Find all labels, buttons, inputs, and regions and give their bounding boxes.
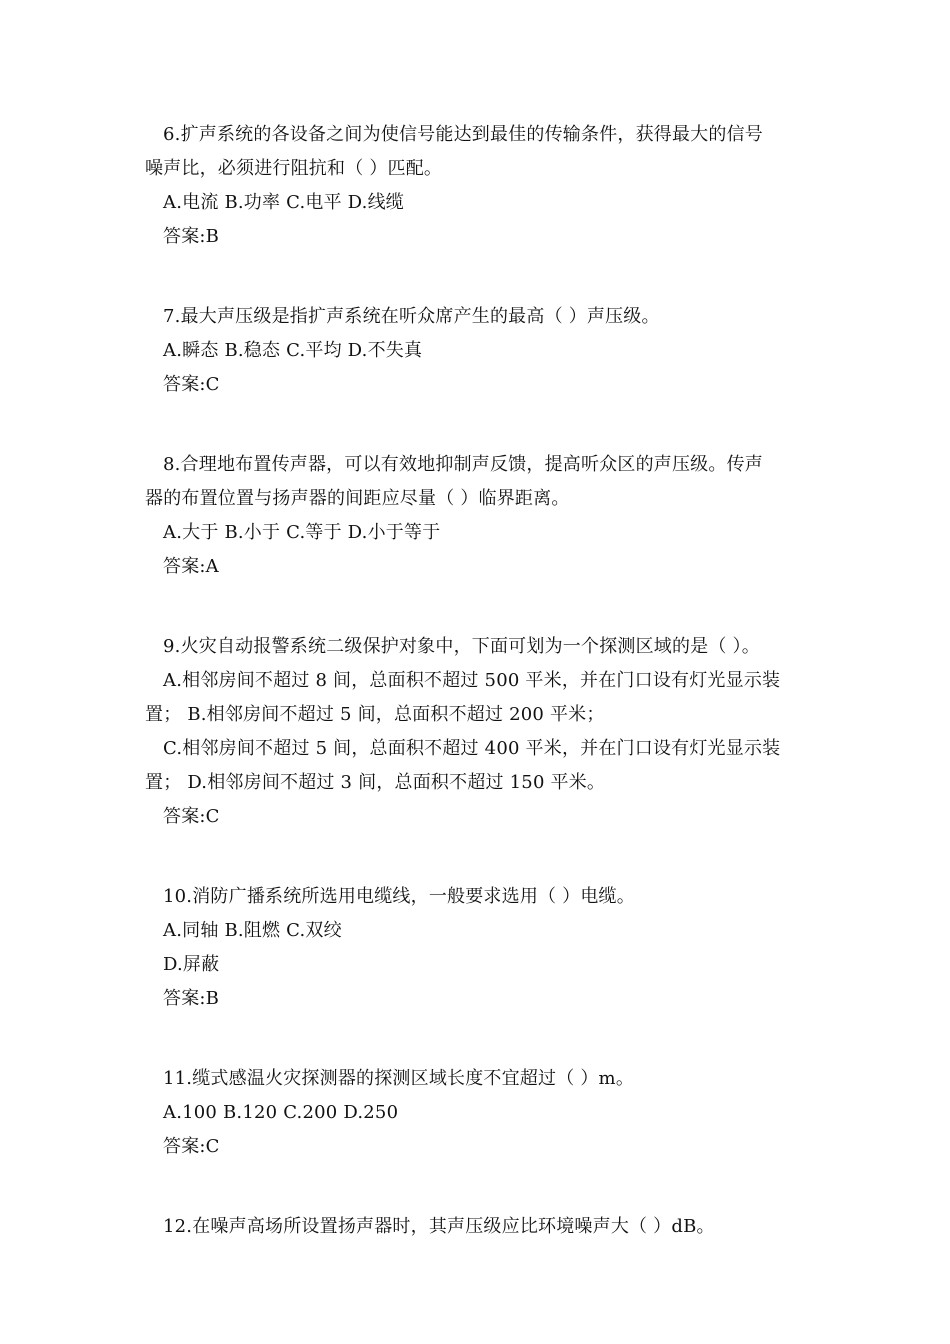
page-body <box>145 118 805 1290</box>
question-text-line: 8.合理地布置传声器，可以有效地抑制声反馈，提高听众区的声压级。传声 <box>163 454 763 475</box>
question-answer: 答案:C <box>163 374 220 395</box>
question-text-line: 10.消防广播系统所选用电缆线，一般要求选用（ ）电缆。 <box>163 886 635 907</box>
question-options: A.100 B.120 C.200 D.250 <box>163 1102 399 1123</box>
question-options: A.相邻房间不超过 8 间，总面积不超过 500 平米，并在门口设有灯光显示装 <box>163 670 781 691</box>
question-text-line: 9.火灾自动报警系统二级保护对象中，下面可划为一个探测区域的是（ ）。 <box>163 636 760 657</box>
question-answer: 答案:C <box>163 1136 220 1157</box>
question-7 <box>145 300 805 402</box>
question-text-line: 12.在噪声高场所设置扬声器时，其声压级应比环境噪声大（ ）dB。 <box>163 1216 715 1237</box>
question-options: 置； D.相邻房间不超过 3 间，总面积不超过 150 平米。 <box>145 772 606 793</box>
question-text-line: 11.缆式感温火灾探测器的探测区域长度不宜超过（ ）m。 <box>163 1068 635 1089</box>
question-answer: 答案:C <box>163 806 220 827</box>
question-options: A.同轴 B.阻燃 C.双绞 <box>163 920 342 941</box>
question-text-line: 器的布置位置与扬声器的间距应尽量（ ）临界距离。 <box>145 488 570 509</box>
question-options: C.相邻房间不超过 5 间，总面积不超过 400 平米，并在门口设有灯光显示装 <box>163 738 781 759</box>
question-options: A.大于 B.小于 C.等于 D.小于等于 <box>163 522 441 543</box>
question-text-line: 6.扩声系统的各设备之间为使信号能达到最佳的传输条件，获得最大的信号 <box>163 124 763 145</box>
question-text-line: 噪声比，必须进行阻抗和（ ）匹配。 <box>145 158 443 179</box>
question-options: 置； B.相邻房间不超过 5 间，总面积不超过 200 平米； <box>145 704 605 725</box>
question-answer: 答案:B <box>163 988 220 1009</box>
question-12 <box>145 1210 805 1244</box>
question-answer: 答案:B <box>163 226 220 247</box>
question-9 <box>145 630 805 834</box>
question-8 <box>145 448 805 584</box>
question-options: A.电流 B.功率 C.电平 D.线缆 <box>163 192 404 213</box>
question-6 <box>145 118 805 254</box>
question-options: D.屏蔽 <box>163 954 220 975</box>
question-answer: 答案:A <box>163 556 219 577</box>
question-text-line: 7.最大声压级是指扩声系统在听众席产生的最高（ ）声压级。 <box>163 306 660 327</box>
question-11 <box>145 1062 805 1164</box>
question-10 <box>145 880 805 1016</box>
question-options: A.瞬态 B.稳态 C.平均 D.不失真 <box>163 340 423 361</box>
